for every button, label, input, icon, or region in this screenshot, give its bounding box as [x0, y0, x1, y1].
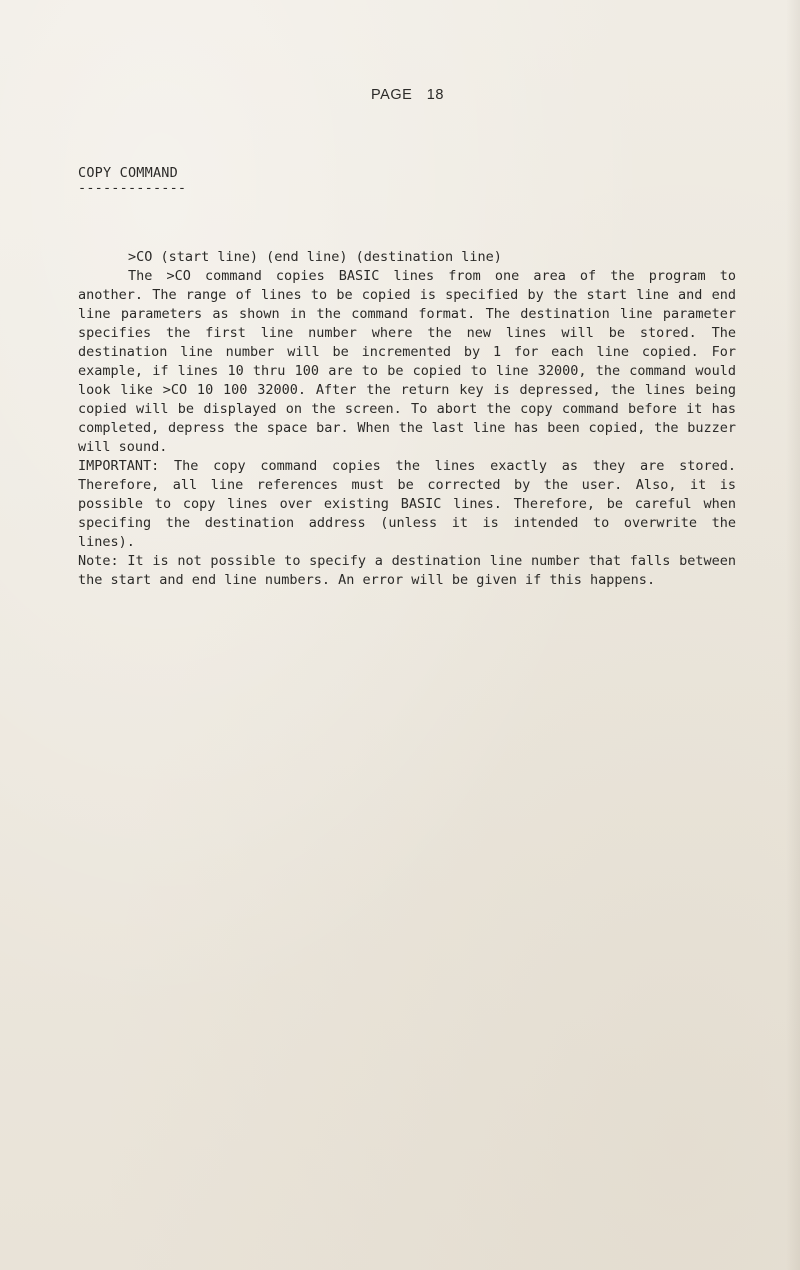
command-syntax: >CO (start line) (end line) (destination line) — [128, 249, 502, 265]
section-title-underline: ------------- — [78, 180, 187, 196]
page-header — [0, 87, 800, 103]
page-content — [78, 164, 736, 590]
note-paragraph: Note: It is not possible to specify a destination line number that falls between the start and end line numbers. An error will be given if this happens. — [78, 553, 736, 588]
section-title: COPY COMMAND — [78, 165, 178, 181]
page-label: PAGE — [371, 87, 413, 103]
description-paragraph: The >CO command copies BASIC lines from one area of the program to another. The range of lines to be copied is specified by the start line and end line parameters as shown in the command format. The destination line parameter specifies the first line number where the new lines will be stored. The destination line number will be incremented by 1 for each line copied. For example, if lines 10 thru 100 are to be copied to line 32000, the command would look like >CO 10 100 32000. After the return key is depressed, the lines being copied will be displayed on the screen. To abort the copy command before it has completed, depress the space bar. When the last line has been copied, the buzzer will sound. — [78, 268, 736, 455]
important-paragraph: IMPORTANT: The copy command copies the lines exactly as they are stored. Therefore, all line references must be corrected by the user. Also, it is possible to copy lines over existing BASIC lines. Therefore, be careful when specifing the destination address (unless it is intended to overwrite the lines). — [78, 458, 736, 550]
page-number: 18 — [426, 87, 444, 103]
